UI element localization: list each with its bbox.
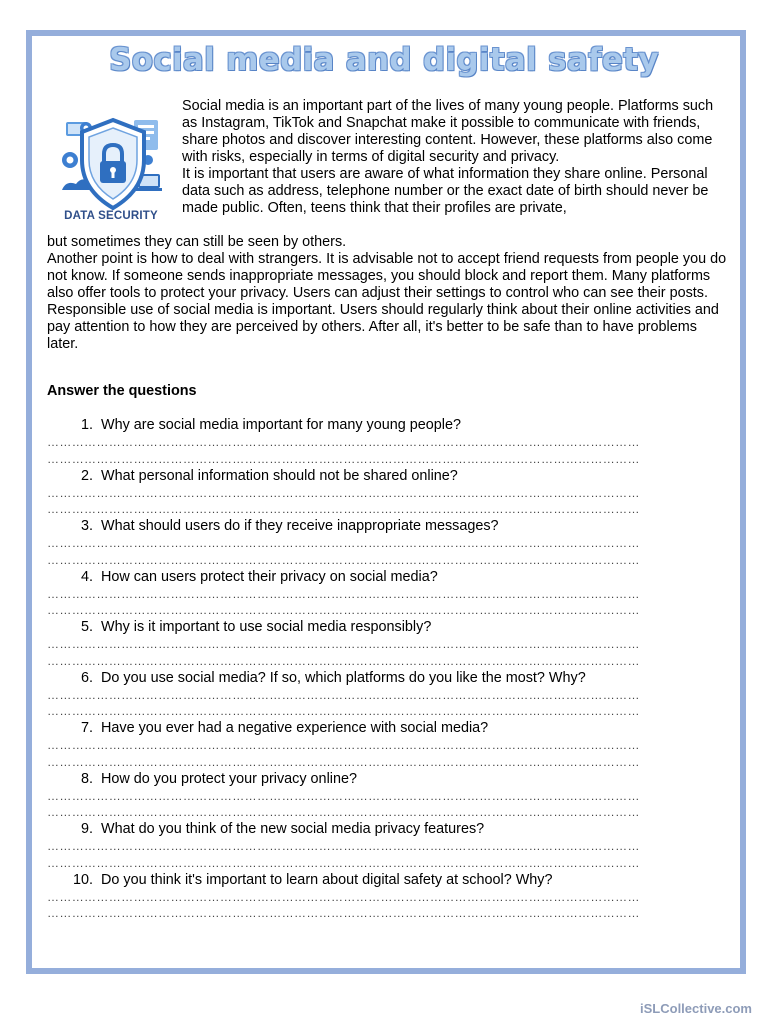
paragraph-2-start: It is important that users are aware of what information they share online. Personal data such as address, telephone number or the exact date of birth should never be made public. Often, teens think that their profiles are private, xyxy=(182,166,709,216)
question-text: Why are social media important for many young people? xyxy=(101,417,461,433)
question-item xyxy=(47,872,719,923)
question-text: What should users do if they receive inappropriate messages? xyxy=(101,518,499,534)
question-number: 9. xyxy=(80,821,93,837)
answer-line[interactable]: ……………………………………………………………………………………………………………………………… xyxy=(47,889,640,904)
paragraph-4: Responsible use of social media is important. Users should regularly think about their online activities and pay attention to how they are perceived by others. After all, it's better to be safe than to have problems later. xyxy=(47,302,719,352)
question-number: 8. xyxy=(80,770,93,787)
question-text: Why is it important to use social media responsibly? xyxy=(101,619,432,635)
question-text: Have you ever had a negative experience with social media? xyxy=(101,720,489,736)
answer-line[interactable]: ……………………………………………………………………………………………………………………………… xyxy=(47,653,640,668)
intro-text-block xyxy=(182,98,722,217)
questions-list xyxy=(47,417,719,922)
question-item xyxy=(47,417,719,468)
question-number: 7. xyxy=(80,720,93,736)
question-item xyxy=(47,771,719,822)
body-text-block xyxy=(47,234,727,353)
shield-lock-icon xyxy=(58,112,168,224)
answer-line[interactable]: ……………………………………………………………………………………………………………………………… xyxy=(47,451,640,466)
question-item xyxy=(47,468,719,519)
answer-line[interactable]: ……………………………………………………………………………………………………………………………… xyxy=(47,536,640,550)
answer-line[interactable]: ……………………………………………………………………………………………………………………………… xyxy=(47,855,640,870)
question-item xyxy=(47,518,719,569)
answer-line[interactable]: ……………………………………………………………………………………………………………………………… xyxy=(47,586,640,601)
worksheet-title: Social media and digital safety xyxy=(109,42,659,78)
answer-line[interactable]: ……………………………………………………………………………………………………………………………… xyxy=(47,754,640,769)
question-number: 4. xyxy=(80,568,93,585)
question-text: What personal information should not be shared online? xyxy=(101,467,458,484)
question-text: How can users protect their privacy on social media? xyxy=(101,568,438,585)
questions-heading: Answer the questions xyxy=(47,383,197,399)
question-number: 5. xyxy=(80,619,93,635)
question-item xyxy=(47,569,719,620)
question-text: Do you think it's important to learn about digital safety at school? Why? xyxy=(101,871,553,888)
question-number: 3. xyxy=(80,518,93,534)
paragraph-2-end: but sometimes they can still be seen by others. xyxy=(47,234,347,250)
answer-line[interactable]: ……………………………………………………………………………………………………………………………… xyxy=(47,603,640,617)
question-text: What do you think of the new social media privacy features? xyxy=(101,821,485,837)
answer-line[interactable]: ……………………………………………………………………………………………………………………………… xyxy=(47,502,640,516)
question-item xyxy=(47,670,719,721)
question-number: 2. xyxy=(80,467,93,484)
question-text: How do you protect your privacy online? xyxy=(101,770,357,787)
question-number: 6. xyxy=(80,669,93,686)
question-number: 10. xyxy=(72,871,93,888)
answer-line[interactable]: ……………………………………………………………………………………………………………………………… xyxy=(47,435,640,449)
answer-line[interactable]: ……………………………………………………………………………………………………………………………… xyxy=(47,788,640,803)
answer-line[interactable]: ……………………………………………………………………………………………………………………………… xyxy=(47,704,640,718)
question-number: 1. xyxy=(80,417,93,433)
answer-line[interactable]: ……………………………………………………………………………………………………………………………… xyxy=(47,906,640,920)
answer-line[interactable]: ……………………………………………………………………………………………………………………………… xyxy=(47,839,640,853)
answer-line[interactable]: ……………………………………………………………………………………………………………………………… xyxy=(47,738,640,752)
logo-caption: DATA SECURITY xyxy=(64,210,158,222)
answer-line[interactable]: ……………………………………………………………………………………………………………………………… xyxy=(47,637,640,651)
question-item xyxy=(47,720,719,771)
intro-paragraph: Social media is an important part of the lives of many young people. Platforms such as Instagram, TikTok and Snapchat make it possible to communicate with friends, share photos and discover interesting content. However, these platforms also come with risks, especially in terms of digital security and privacy. xyxy=(182,98,714,165)
question-text: Do you use social media? If so, which platforms do you like the most? Why? xyxy=(101,669,586,686)
question-item xyxy=(47,821,719,872)
answer-line[interactable]: ……………………………………………………………………………………………………………………………… xyxy=(47,552,640,567)
paragraph-3: Another point is how to deal with strangers. It is advisable not to accept friend requests from people you do not know. If someone sends inappropriate messages, you should block and report them. Many platforms also offer tools to protect your privacy. Users can adjust their settings to control who can see their posts. xyxy=(47,251,727,301)
footer-watermark: iSLCollective.com xyxy=(640,1001,752,1016)
answer-line[interactable]: ……………………………………………………………………………………………………………………………… xyxy=(47,485,640,500)
answer-line[interactable]: ……………………………………………………………………………………………………………………………… xyxy=(47,805,640,819)
question-item xyxy=(47,619,719,670)
answer-line[interactable]: ……………………………………………………………………………………………………………………………… xyxy=(47,687,640,702)
